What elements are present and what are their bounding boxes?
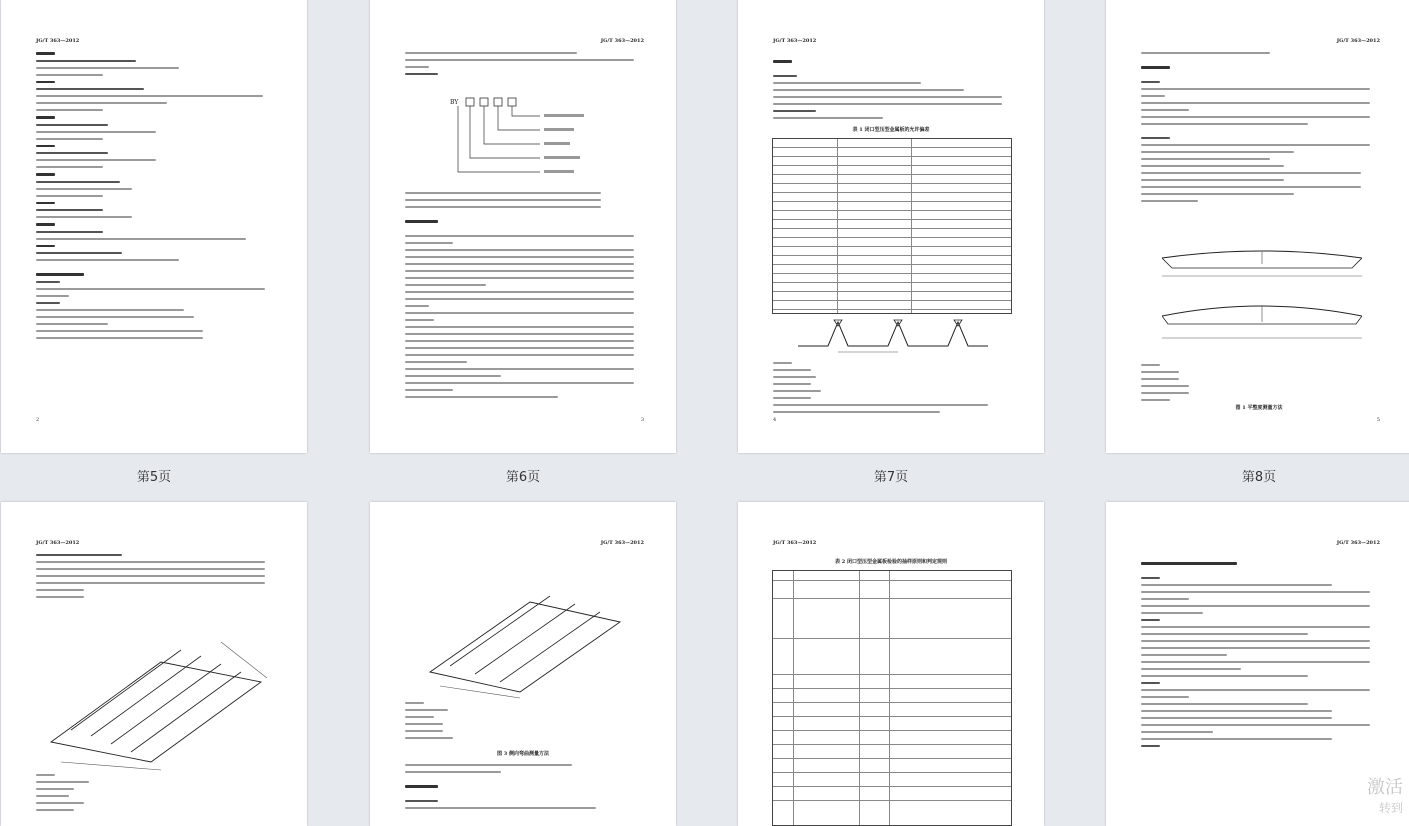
page-text-block [1141, 562, 1380, 752]
page-notes [773, 362, 1012, 418]
sheet-diagram [41, 622, 271, 772]
figure-title: 图 1 平整度测量方法 [1235, 405, 1283, 411]
page-number: 2 [36, 417, 40, 423]
page-text-block [1141, 52, 1380, 207]
page-header-code: JG/T 363—2012 [1336, 540, 1380, 546]
page-text-block [36, 554, 275, 603]
page-thumbnail-9[interactable] [1, 502, 307, 826]
page-header-code: JG/T 363—2012 [773, 38, 817, 44]
page-thumbnail-7[interactable] [738, 0, 1044, 453]
sampling-table [772, 570, 1012, 826]
profile-diagram [798, 316, 988, 356]
page-text-block [773, 60, 1012, 124]
lateral-bend-diagram [420, 582, 630, 702]
page-number: 3 [640, 417, 644, 423]
page-thumbnail-6[interactable] [370, 0, 676, 453]
page-caption-7[interactable]: 第7页 [873, 470, 909, 485]
page-header-code: JG/T 363—2012 [600, 540, 644, 546]
page-number: 5 [1376, 417, 1380, 423]
page-notes [36, 774, 275, 816]
page-thumbnail-8[interactable] [1106, 0, 1409, 453]
code-diagram [450, 96, 630, 186]
page-text-block [405, 52, 644, 80]
page-thumbnail-10[interactable] [370, 502, 676, 826]
page-header-code: JG/T 363—2012 [36, 540, 80, 546]
page-notes [1141, 364, 1380, 406]
page-notes [405, 702, 644, 744]
svg-text:BY: BY [450, 99, 459, 106]
activation-watermark: 激活 转到 [1367, 777, 1403, 815]
page-thumbnail-5[interactable] [1, 0, 307, 453]
page-text-block-2 [405, 192, 644, 403]
figure-title: 图 3 侧向弯曲测量方法 [497, 751, 549, 757]
table-title: 表 2 闭口型压型金属板检验的抽样原则和判定规则 [835, 559, 947, 565]
page-header-code: JG/T 363—2012 [600, 38, 644, 44]
page-header-code: JG/T 363—2012 [773, 540, 817, 546]
page-thumbnail-11[interactable] [738, 502, 1044, 826]
page-header-code: JG/T 363—2012 [36, 38, 80, 44]
page-caption-6[interactable]: 第6页 [505, 470, 541, 485]
flatness-diagram [1162, 246, 1362, 356]
page-header-code: JG/T 363—2012 [1336, 38, 1380, 44]
page-text-block [36, 52, 275, 344]
page-caption-8[interactable]: 第8页 [1241, 470, 1277, 485]
page-text-block-2 [405, 764, 644, 814]
page-thumbnail-12[interactable] [1106, 502, 1409, 826]
tolerance-table [772, 138, 1012, 314]
page-number: 4 [773, 417, 777, 423]
page-caption-5[interactable]: 第5页 [136, 470, 172, 485]
table-title: 表 1 闭口型压型金属板的允许偏差 [852, 127, 930, 133]
